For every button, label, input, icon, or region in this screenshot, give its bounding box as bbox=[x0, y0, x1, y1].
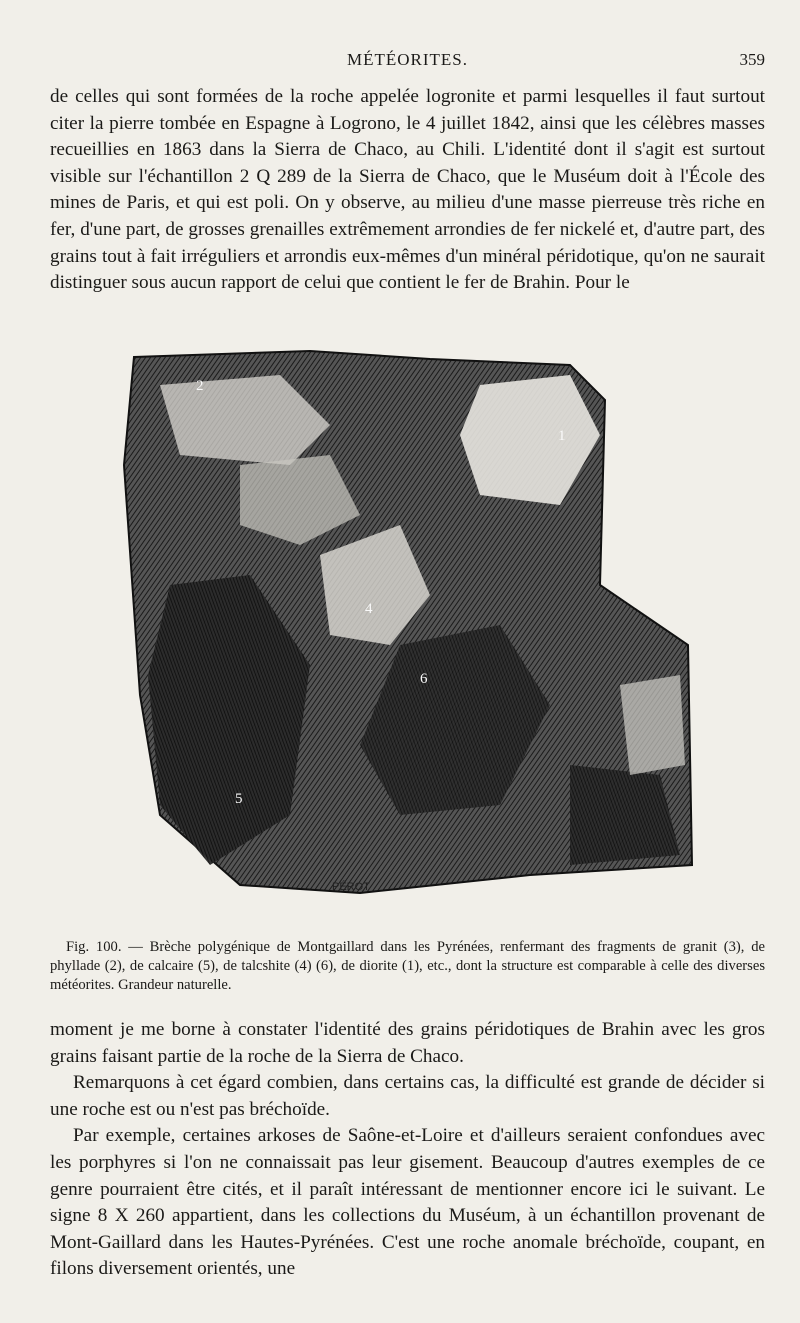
rock-specimen-illustration bbox=[100, 345, 700, 905]
fig-marker-2: 2 bbox=[196, 378, 204, 394]
fig-marker-6: 6 bbox=[420, 671, 428, 687]
running-head bbox=[50, 50, 765, 74]
running-title: MÉTÉORITES. bbox=[346, 50, 469, 69]
body-text-bottom bbox=[50, 1017, 765, 1283]
fig-marker-1: 1 bbox=[558, 428, 566, 444]
paragraph-bottom-1: moment je me borne à constater l'identité des grains péridotiques de Brahin avec les gros grains faisant partie de la roche de la Sierra de Chaco. bbox=[50, 1019, 765, 1067]
paragraph-top: de celles qui sont formées de la roche appelée logronite et parmi lesquelles il faut surtout citer la pierre tombée en Espagne à Logrono, le 4 juillet 1842, ainsi que les célèbres masses recueillies en 1863 dans la Sierra de Chaco, au Chili. L'identité dont il s'agit est surtout visible sur l'échantillon 2 Q 289 de la Sierra de Chaco, que le Muséum doit à l'École des mines de Paris, et qui est poli. On y observe, au milieu d'une masse pierreuse très riche en fer, d'une part, de grosses grenailles extrêmement arrondies de fer nickelé et, d'autre part, des grains tout à fait irréguliers et arrondis eux-mêmes d'un minéral péridotique, qu'on ne saurait distinguer sous aucun rapport de celui que contient le fer de Brahin. Pour le bbox=[50, 86, 765, 294]
figure-caption: Fig. 100. — Brèche polygénique de Montgaillard dans les Pyrénées, renfermant des fragments de granit (3), de phyllade (2), de calcaire (5), de talcshite (4) (6), de diorite (1), etc., dont la structure est comparable à celle des diverses météorites. Grandeur naturelle. bbox=[50, 939, 765, 993]
fig-marker-4: 4 bbox=[365, 601, 373, 617]
body-text-top bbox=[50, 84, 765, 297]
engraver-signature: PÉROT bbox=[332, 881, 370, 893]
figure-engraving bbox=[100, 345, 700, 905]
fig-marker-5: 5 bbox=[235, 791, 243, 807]
paragraph-bottom-3: Par exemple, certaines arkoses de Saône-et-Loire et d'ailleurs seraient confondues avec les porphyres si l'on ne connaissait pas leur gisement. Beaucoup d'autres exemples de ce genre pourraient être cités, et il paraît intéressant de mentionner encore ici le suivant. Le signe 8 X 260 appartient, dans les collections du Muséum, à un échantillon provenant de Mont-Gaillard dans les Hautes-Pyrénées. C'est une roche anomale bréchoïde, coupant, en filons diversement orientés, une bbox=[50, 1125, 765, 1280]
page-number: 359 bbox=[739, 50, 765, 69]
paragraph-bottom-2: Remarquons à cet égard combien, dans certains cas, la difficulté est grande de décider si une roche est ou n'est pas bréchoïde. bbox=[50, 1072, 765, 1120]
